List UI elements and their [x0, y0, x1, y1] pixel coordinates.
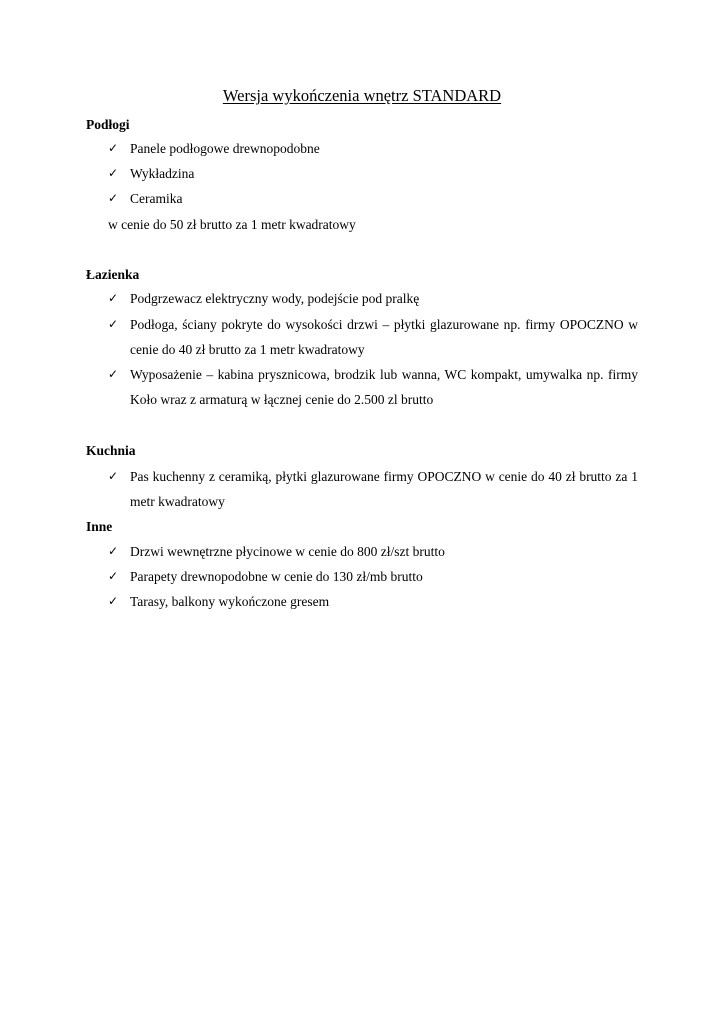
list-item-text: Ceramika: [130, 191, 183, 206]
list-item-text: Podłoga, ściany pokryte do wysokości drzwi – płytki glazurowane np. firmy OPOCZNO w cenie do 40 zł brutto za 1 metr kwadratowy: [130, 317, 638, 357]
list-item: [108, 362, 638, 412]
page-title-text: Wersja wykończenia wnętrz STANDARD: [222, 86, 502, 105]
section-heading-bathroom: Łazienka: [86, 267, 140, 282]
list-item-text: Wykładzina: [130, 166, 195, 181]
section-heading-other: Inne: [86, 519, 113, 534]
section-heading-floors: Podłogi: [86, 117, 130, 132]
checkmark-icon: ✓: [108, 594, 119, 608]
list-item-text: Podgrzewacz elektryczny wody, podejście pod pralkę: [130, 291, 420, 306]
checkmark-icon: ✓: [108, 141, 119, 155]
list-item-text: Drzwi wewnętrzne płycinowe w cenie do 800 zł/szt brutto: [130, 544, 445, 559]
checkmark-icon: ✓: [108, 317, 119, 331]
list-item: [108, 286, 638, 311]
list-item-text: Parapety drewnopodobne w cenie do 130 zł/mb brutto: [130, 569, 423, 584]
checkmark-icon: ✓: [108, 191, 119, 205]
list-item-text: Panele podłogowe drewnopodobne: [130, 141, 320, 156]
checkmark-icon: ✓: [108, 291, 119, 305]
list-item: [108, 464, 638, 514]
checkmark-icon: ✓: [108, 569, 119, 583]
list-item: [108, 564, 638, 589]
section-heading-kitchen: Kuchnia: [86, 443, 136, 458]
list-item: [108, 136, 638, 161]
list-item: [108, 539, 638, 564]
checkmark-icon: ✓: [108, 469, 119, 483]
page-title: [0, 86, 724, 106]
checkmark-icon: ✓: [108, 166, 119, 180]
list-item: [108, 186, 638, 211]
checkmark-icon: ✓: [108, 367, 119, 381]
list-item: [108, 161, 638, 186]
checkmark-icon: ✓: [108, 544, 119, 558]
list-item: [108, 589, 638, 614]
list-item: [108, 312, 638, 362]
floors-price-note: w cenie do 50 zł brutto za 1 metr kwadratowy: [108, 217, 356, 232]
list-item-text: Pas kuchenny z ceramiką, płytki glazurowane firmy OPOCZNO w cenie do 40 zł brutto za 1 metr kwadratowy: [130, 469, 638, 509]
list-item-text: Tarasy, balkony wykończone gresem: [130, 594, 330, 609]
list-item-text: Wyposażenie – kabina prysznicowa, brodzik lub wanna, WC kompakt, umywalka np. firmy Koło wraz z armaturą w łącznej cenie do 2.500 zl brutto: [130, 367, 638, 407]
